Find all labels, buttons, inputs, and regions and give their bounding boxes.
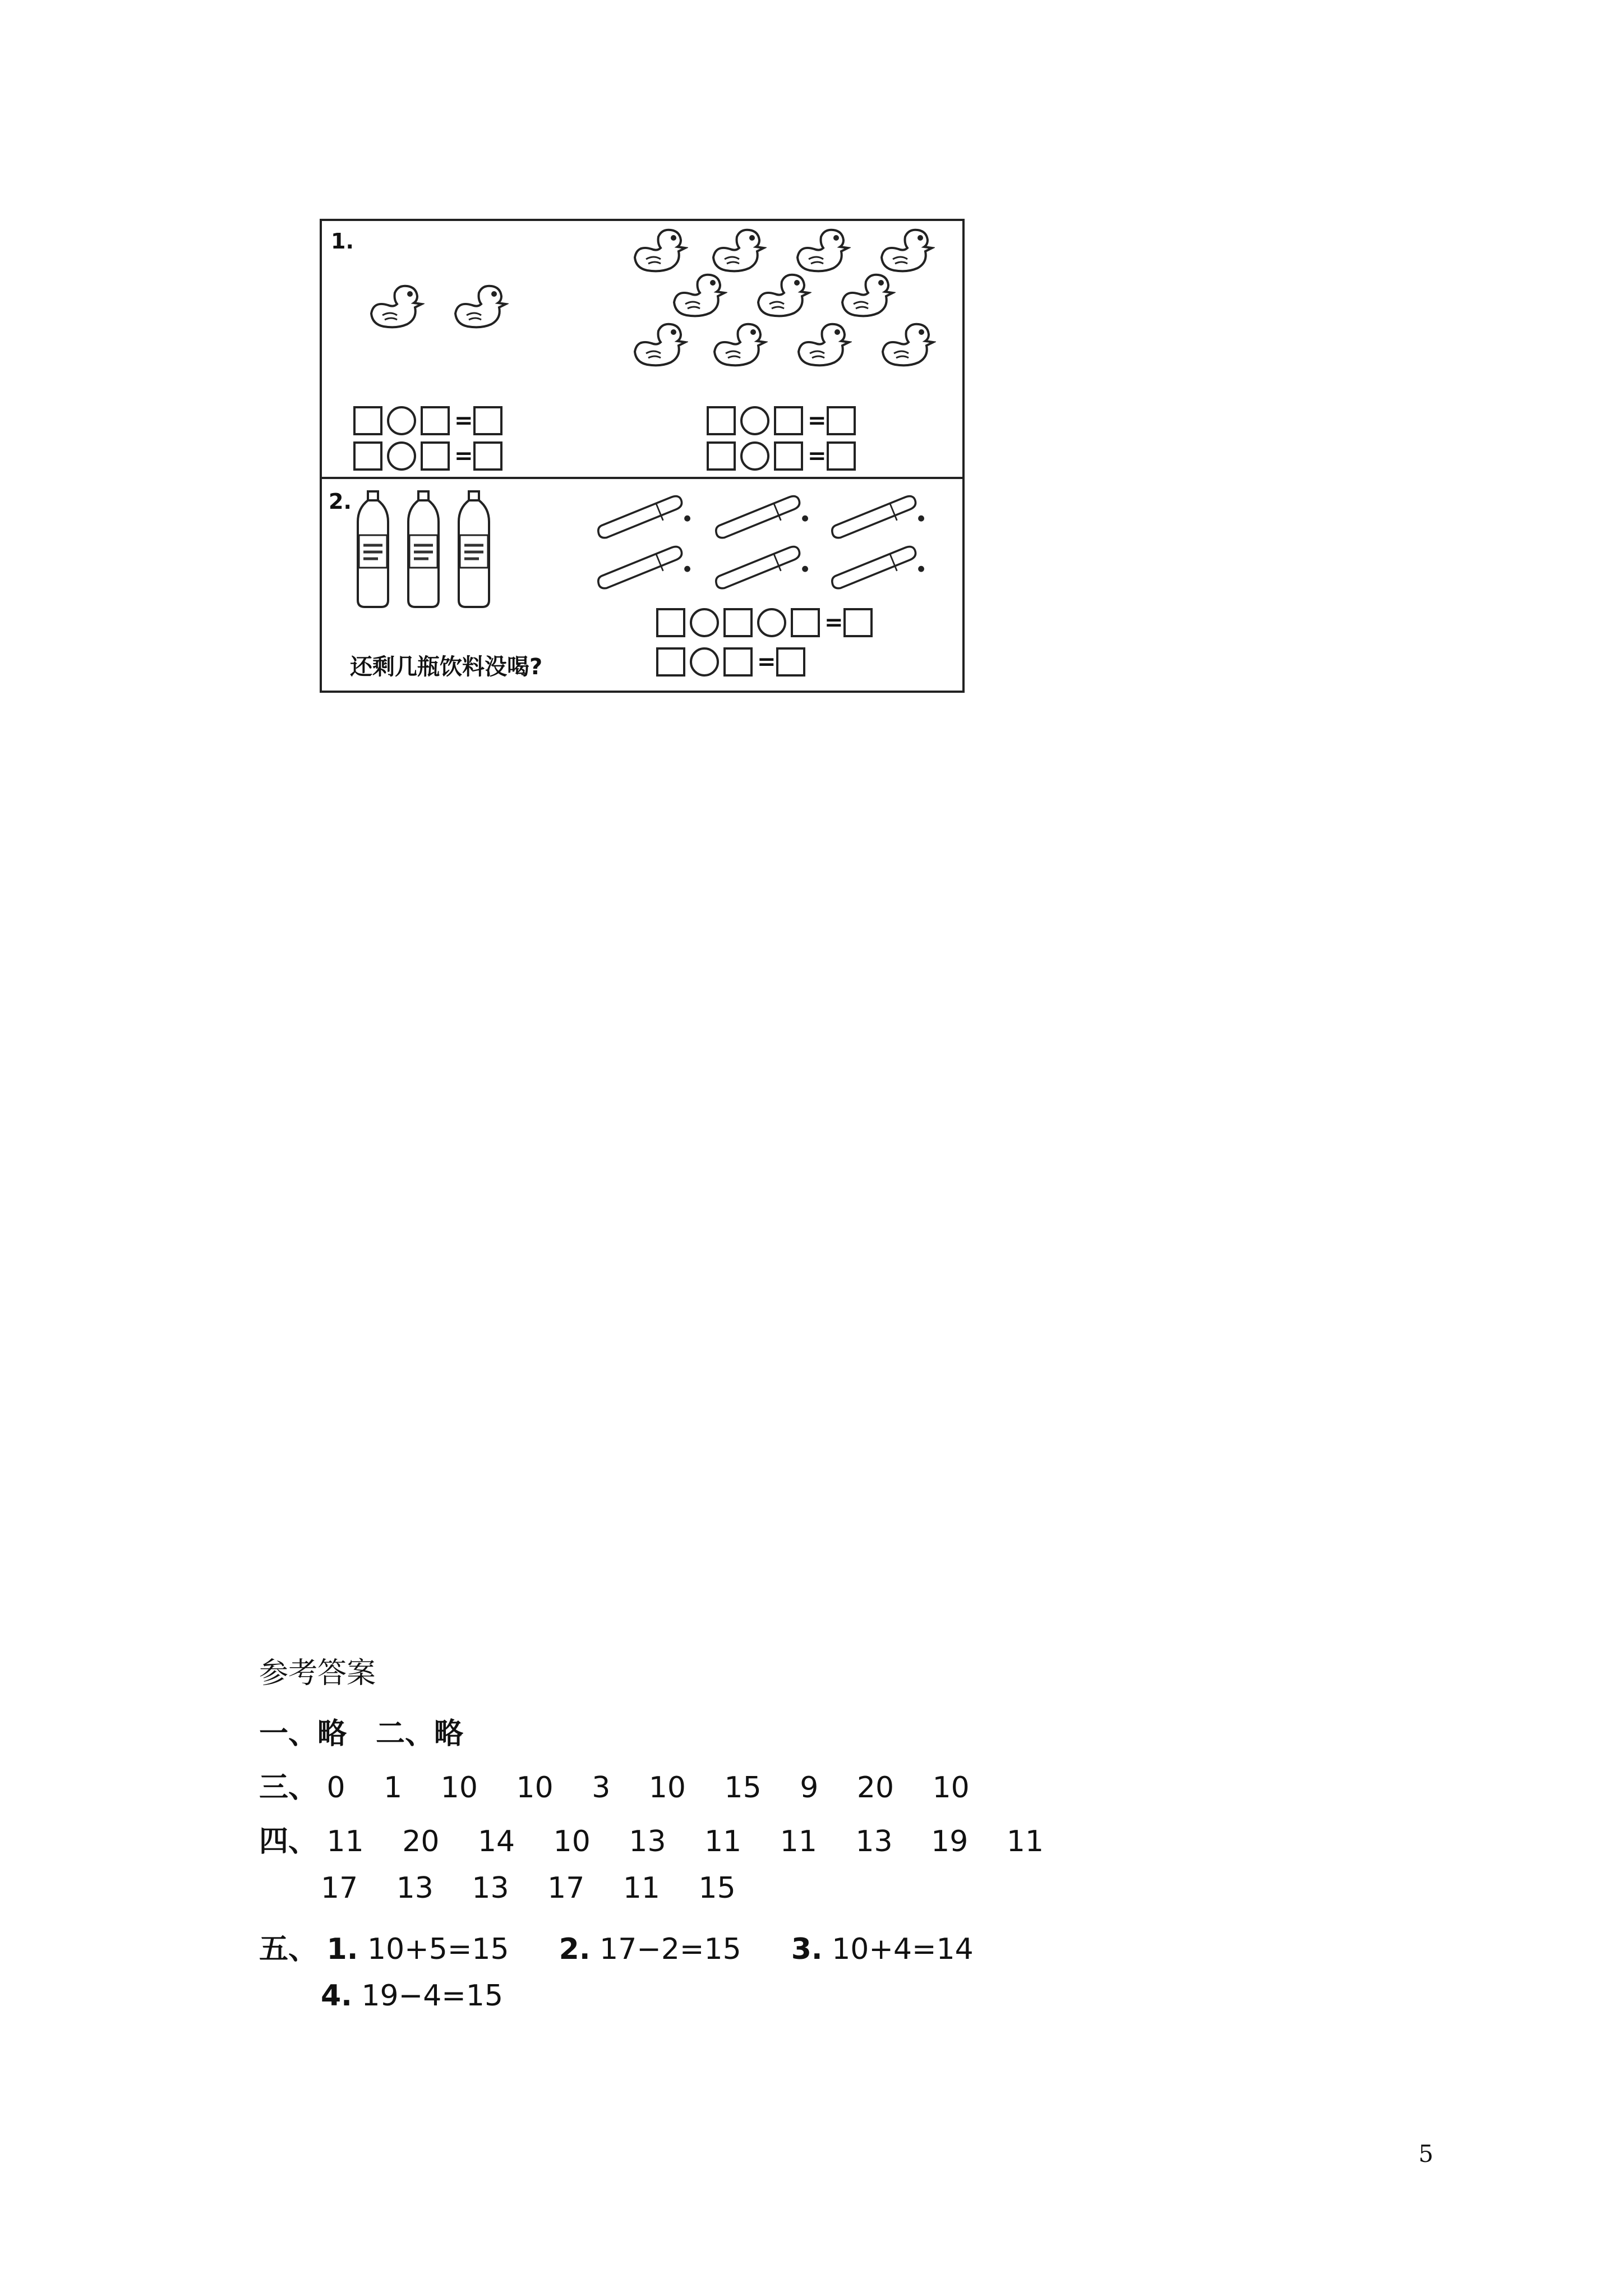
answer-box[interactable] [843,608,873,637]
duck-icon [629,321,688,369]
answer-values [327,1825,1073,1858]
answer-line-4-continued [321,1871,765,1905]
duck-icon [793,321,852,369]
pen-icon [590,540,699,590]
duck-icon [753,272,811,319]
answer-box[interactable] [707,441,736,471]
answer-value: 11 [704,1825,742,1858]
duck-icon [877,321,936,369]
duck-icon [876,227,935,274]
answer-value: 19 [931,1825,969,1858]
section-divider [322,477,962,479]
operator-circle[interactable] [757,608,786,637]
answer-values [321,1871,765,1905]
equals-sign: = [808,408,827,434]
answer-value: 20 [856,1771,895,1805]
answer-box[interactable] [421,441,450,471]
equals-sign: = [454,408,473,434]
answer-value: 11 [1006,1825,1044,1858]
operator-circle[interactable] [387,441,416,471]
equals-sign: = [454,443,473,469]
answer-value: 10 [932,1771,970,1805]
answer-line-4 [259,1818,1073,1860]
answer-value: 13 [855,1825,893,1858]
answer-line-5 [259,1925,974,1967]
operator-circle[interactable] [740,441,769,471]
operator-circle[interactable] [387,406,416,435]
answer-box[interactable] [774,406,803,435]
answer-item-number: 1. [326,1932,358,1966]
answer-value: 15 [698,1871,736,1905]
answer-line-6 [321,1979,503,2013]
answer-value: 17 [321,1871,358,1905]
answer-value: 10 [516,1771,554,1805]
duck-icon [708,227,767,274]
equation-row [353,406,502,435]
answer-section-label: 五、 [259,1932,318,1966]
answer-value: 17 [547,1871,585,1905]
answer-value: 13 [396,1871,434,1905]
equation-row [353,441,502,471]
duck-icon [668,272,727,319]
pen-icon [708,540,817,590]
operator-circle[interactable] [690,647,719,677]
duck-icon [450,283,509,330]
answer-box[interactable] [827,441,856,471]
answer-key-title: 参考答案 [259,1657,376,1690]
question-2-label: 2. [329,489,352,514]
equals-sign: = [757,649,776,675]
answer-box[interactable] [791,608,820,637]
answer-value: 20 [402,1825,440,1858]
answer-value: 0 [326,1771,345,1805]
answer-value: 3 [592,1771,611,1805]
equals-sign: = [824,610,843,636]
answer-value: 13 [472,1871,509,1905]
answer-box[interactable] [774,441,803,471]
answer-line-3 [259,1764,999,1806]
pen-icon [824,540,933,590]
answer-box[interactable] [421,406,450,435]
answer-value: 15 [724,1771,762,1805]
answer-section-label: 四、 [259,1825,318,1858]
answer-section-label: 三、 [259,1771,318,1805]
answer-values [327,1771,999,1805]
pen-icon [590,489,699,540]
answer-line-1-text: 一、略 二、略 [259,1717,464,1751]
answer-expression: 17−2=15 [600,1932,741,1966]
duck-icon [366,283,425,330]
answer-box[interactable] [473,441,502,471]
bottle-icon [354,489,391,610]
answer-box[interactable] [723,647,753,677]
exercise-figure [320,219,965,693]
answer-box[interactable] [723,608,753,637]
answer-item-number: 2. [559,1932,591,1966]
answer-value: 10 [440,1771,478,1805]
equation-row [707,406,856,435]
duck-icon [837,272,896,319]
pen-icon [824,489,933,540]
bottle-icon [405,489,442,610]
equals-sign: = [808,443,827,469]
answer-box[interactable] [353,441,382,471]
equation-row [656,608,873,637]
answer-value: 10 [553,1825,591,1858]
answer-value: 14 [477,1825,515,1858]
answer-value: 13 [629,1825,666,1858]
answer-line-1 [259,1710,463,1752]
duck-icon [709,321,768,369]
duck-icon [792,227,851,274]
answer-box[interactable] [827,406,856,435]
answer-item-number: 4. [321,1979,352,2013]
page-number: 5 [1418,2140,1433,2168]
pen-icon [708,489,817,540]
answer-box[interactable] [473,406,502,435]
equation-row [656,647,805,677]
answer-value: 11 [780,1825,817,1858]
question-1-label: 1. [331,229,354,254]
answer-expression: 10+4=14 [832,1932,974,1966]
question-2-prompt: 还剩几瓶饮料没喝? [350,654,543,680]
answer-value: 9 [800,1771,819,1805]
answer-expression: 19−4=15 [361,1979,504,2013]
answer-box[interactable] [656,608,685,637]
answer-box[interactable] [776,647,805,677]
answer-box[interactable] [656,647,685,677]
answer-expression: 10+5=15 [367,1932,509,1966]
operator-circle[interactable] [690,608,719,637]
equation-row [707,441,856,471]
answer-value: 11 [326,1825,364,1858]
answer-value: 10 [648,1771,686,1805]
bottle-icon [455,489,492,610]
answer-box[interactable] [707,406,736,435]
duck-icon [629,227,688,274]
answer-value: 11 [623,1871,660,1905]
operator-circle[interactable] [740,406,769,435]
answer-box[interactable] [353,406,382,435]
answer-item-number: 3. [791,1932,823,1966]
answer-value: 1 [384,1771,403,1805]
